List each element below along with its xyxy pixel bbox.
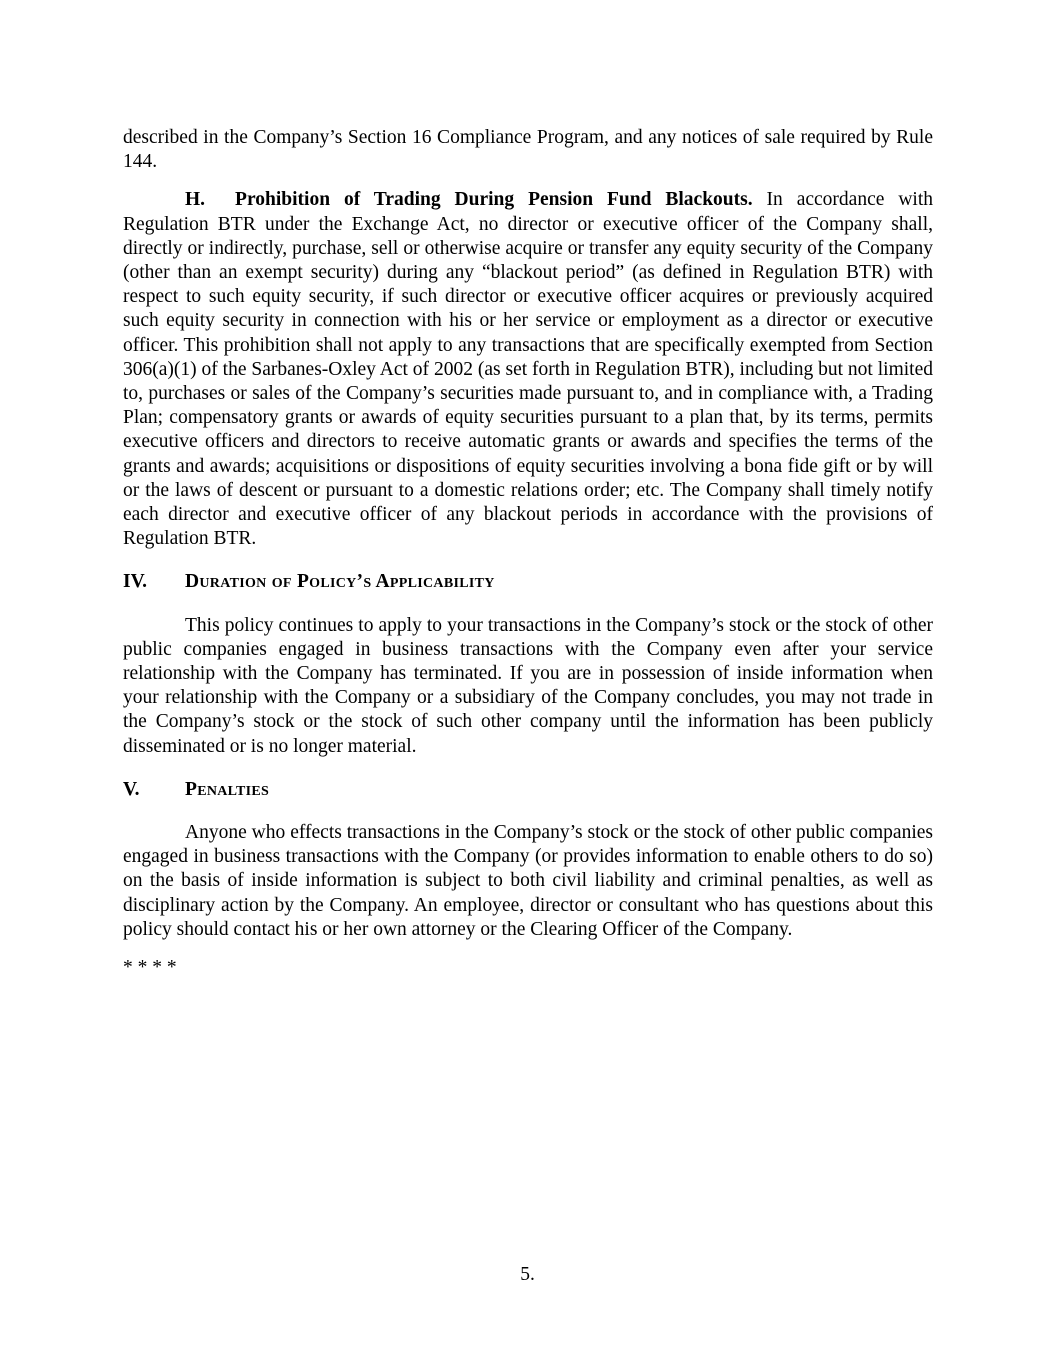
section-iv-title: Duration of Policy’s Applicability (185, 571, 495, 593)
heading-section-v (123, 778, 933, 802)
continuation-paragraph (123, 126, 933, 174)
section-separator: * * * * (123, 957, 177, 979)
section-h-body: In accordance with Regulation BTR under the Exchange Act, no director or executive officer of the Company shall, directly or indirectly, purchase, sell or otherwise acquire or transfer any equity security of the Company (other than an exempt security) during any “blackout period” (as defined in Regulation BTR) with respect to such equity security, if such director or executive officer acquires or previously acquired such equity security in connection with his or her service or employment as a director or executive officer. This prohibition shall not apply to any transactions that are specifically exempted from Section 306(a)(1) of the Sarbanes-Oxley Act of 2002 (as set forth in Regulation BTR), including but not limited to, purchases or sales of the Company’s securities made pursuant to, and in compliance with, a Trading Plan; compensatory grants or awards of equity securities pursuant to a plan that, by its terms, permits executive officers and directors to receive automatic grants or awards and specifies the terms of the grants and awards; acquisitions or dispositions of equity securities involving a bona fide gift or by will or the laws of descent or pursuant to a domestic relations order; etc. The Company shall timely notify each director and executive officer of any blackout periods in accordance with the provisions of Regulation BTR. (123, 189, 933, 550)
section-v-title: Penalties (185, 778, 270, 800)
page-content (123, 126, 933, 994)
section-h-heading: Prohibition of Trading During Pension Fund Blackouts. (235, 189, 753, 211)
continuation-paragraph-text: described in the Company’s Section 16 Compliance Program, and any notices of sale required by Rule 144. (123, 127, 933, 173)
section-v-body: Anyone who effects transactions in the Company’s stock or the stock of other public companies engaged in business transactions with the Company (or provides information to enable others to do so) on the basis of inside information is subject to both civil liability and criminal penalties, as well as disciplinary action by the Company. An employee, director or consultant who has questions about this policy should contact his or her own attorney or the Clearing Officer of the Company. (123, 822, 933, 940)
section-iv-body: This policy continues to apply to your transactions in the Company’s stock or the stock of other public companies engaged in business transactions with the Company even after your service relationship with the Company has terminated. If you are in possession of inside information when your relationship with the Company or a subsidiary of the Company concludes, you may not trade in the Company’s stock or the stock of such other company until the information has been publicly disseminated or is no longer material. (123, 614, 933, 757)
section-iv-number: IV. (123, 571, 148, 593)
section-h-paragraph (123, 188, 933, 551)
section-v-number: V. (123, 778, 140, 800)
section-h-label: H. (185, 189, 206, 211)
section-iv-paragraph (123, 614, 933, 759)
page-number: 5. (520, 1263, 535, 1285)
heading-section-iv (123, 570, 933, 594)
section-v-paragraph (123, 821, 933, 942)
